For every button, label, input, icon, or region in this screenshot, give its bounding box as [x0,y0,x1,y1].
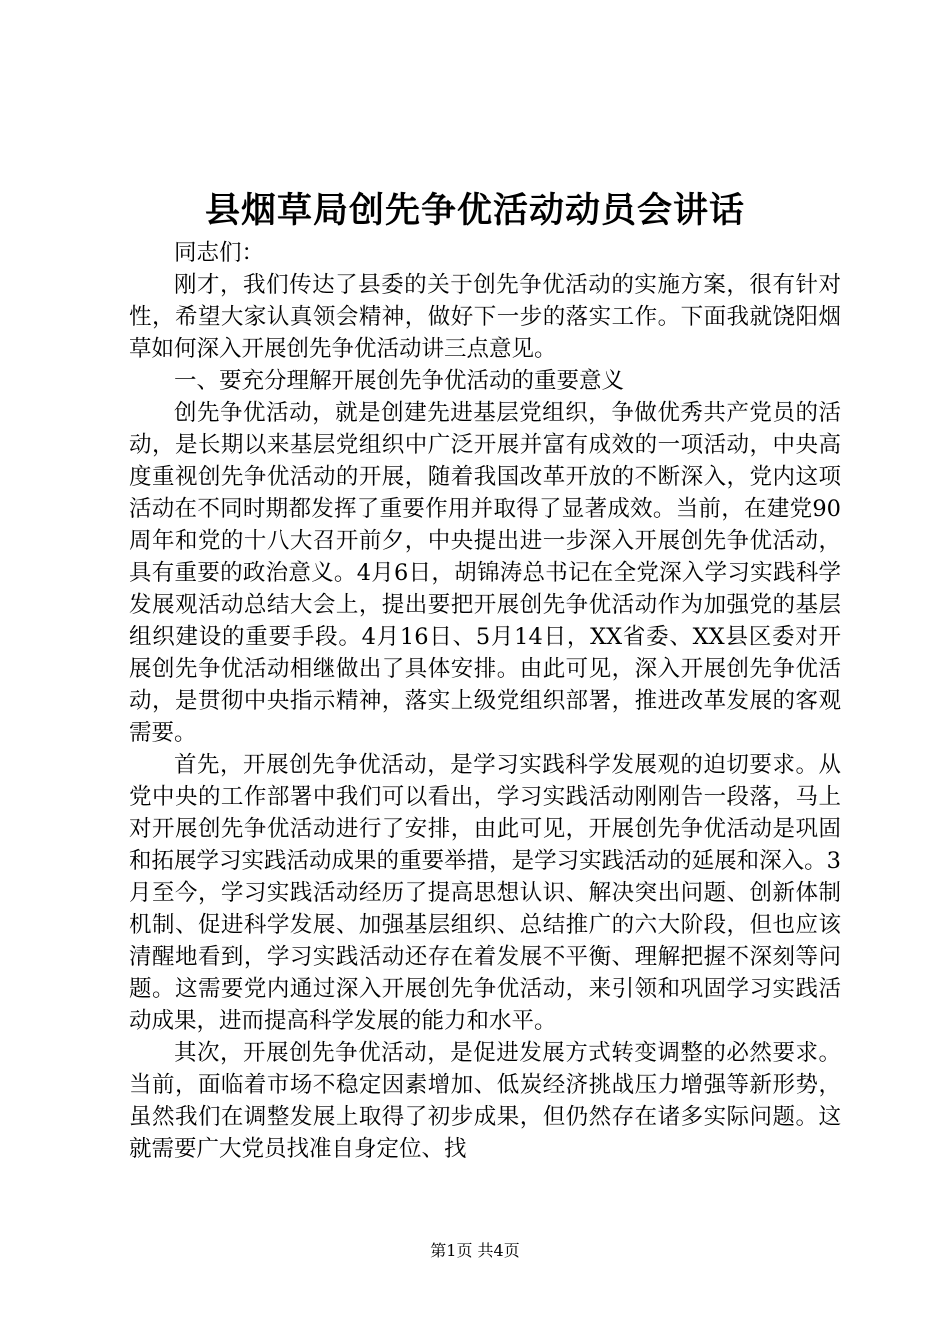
section-heading: 一、要充分理解开展创先争优活动的重要意义 [174,368,625,394]
intro-paragraph: 刚才，我们传达了县委的关于创先争优活动的实施方案，很有针对性，希望大家认真领会精神，做好下一步的落实工作。下面我就饶阳烟草如何深入开展创先争优活动讲三点意见。 [129,272,841,362]
body-paragraph: 首先，开展创先争优活动，是学习实践科学发展观的迫切要求。从党中央的工作部署中我们可以看出，学习实践活动刚刚告一段落，马上对开展创先争优活动进行了安排，由此可见，开展创先争优活动是巩固和拓展学习实践活动成果的重要举措，是学习实践活动的延展和深入。3月至今，学习实践活动经历了提高思想认识、解决突出问题、创新体制机制、促进科学发展、加强基层组织、总结推广的六大阶段，但也应该清醒地看到，学习实践活动还存在着发展不平衡、理解把握不深刻等问题。这需要党内通过深入开展创先争优活动，来引领和巩固学习实践活动成果，进而提高科学发展的能力和水平。 [129,752,841,1034]
body-paragraph: 创先争优活动，就是创建先进基层党组织，争做优秀共产党员的活动，是长期以来基层党组织中广泛开展并富有成效的一项活动，中央高度重视创先争优活动的开展，随着我国改革开放的不断深入，党内这项活动在不同时期都发挥了重要作用并取得了显著成效。当前，在建党90周年和党的十八大召开前夕，中央提出进一步深入开展创先争优活动，具有重要的政治意义。4月6日，胡锦涛总书记在全党深入学习实践科学发展观活动总结大会上，提出要把开展创先争优活动作为加强党的基层组织建设的重要手段。4月16日、5月14日，XX省委、XX县区委对开展创先争优活动相继做出了具体安排。由此可见，深入开展创先争优活动，是贯彻中央指示精神，落实上级党组织部署，推进改革发展的客观需要。 [129,400,841,746]
document-title: 县烟草局创先争优活动动员会讲话 [204,190,745,231]
body-paragraph: 其次，开展创先争优活动，是促进发展方式转变调整的必然要求。当前，面临着市场不稳定因素增加、低炭经济挑战压力增强等新形势，虽然我们在调整发展上取得了初步成果，但仍然存在诸多实际问题。这就需要广大党员找准自身定位、找 [129,1040,841,1162]
salutation-paragraph: 同志们： [174,240,265,266]
document-body [129,237,841,1165]
page-number-footer: 第1页 共4页 [430,1241,520,1260]
